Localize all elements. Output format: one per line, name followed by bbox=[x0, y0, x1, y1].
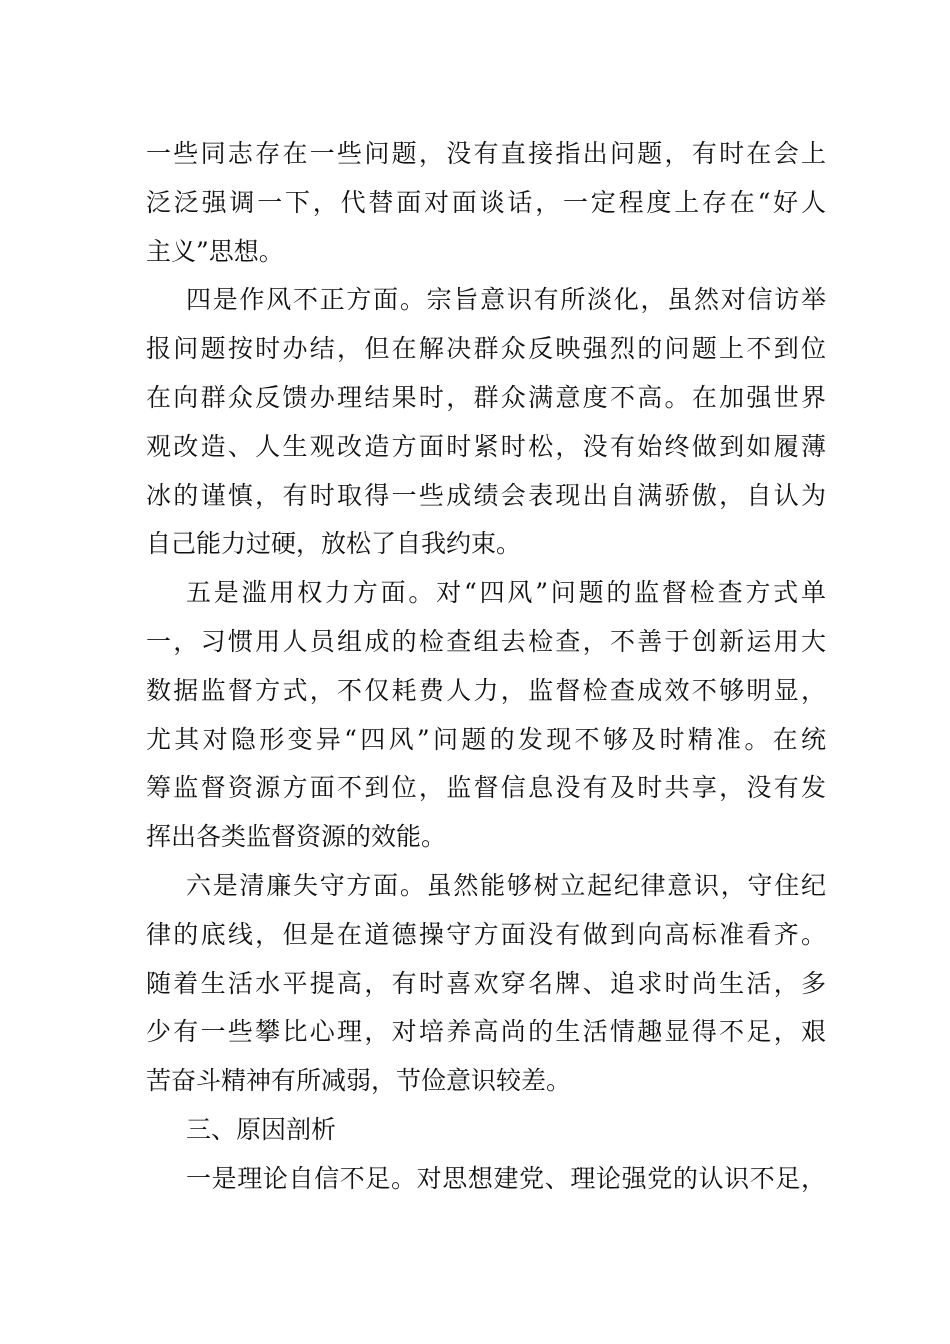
text-line: 自己能力过硬，放松了自我约束。 bbox=[146, 529, 522, 559]
text-line: 报问题按时办结，但在解决群众反映强烈的问题上不到位 bbox=[146, 334, 826, 364]
text-line: 一，习惯用人员组成的检查组去检查，不善于创新运用大 bbox=[146, 626, 826, 656]
text-line: 苦奋斗精神有所减弱，节俭意识较差。 bbox=[146, 1066, 572, 1096]
text-line: 挥出各类监督资源的效能。 bbox=[146, 822, 447, 852]
text-line: 观改造、人生观改造方面时紧时松，没有始终做到如履薄 bbox=[146, 431, 826, 461]
paragraph-start-line: 六是清廉失守方面。虽然能够树立起纪律意识，守住纪 bbox=[186, 870, 826, 900]
paragraph-start-line: 五是滥用权力方面。对“四风”问题的监督检查方式单 bbox=[186, 578, 826, 608]
text-line: 律的底线，但是在道德操守方面没有做到向高标准看齐。 bbox=[146, 919, 826, 949]
text-line: 随着生活水平提高，有时喜欢穿名牌、追求时尚生活，多 bbox=[146, 968, 826, 998]
text-line: 泛泛强调一下，代替面对面谈话，一定程度上存在“好人 bbox=[146, 187, 826, 217]
document-body bbox=[146, 130, 826, 1204]
text-line: 冰的谨慎，有时取得一些成绩会表现出自满骄傲，自认为 bbox=[146, 480, 826, 510]
text-line: 尤其对隐形变异“四风”问题的发现不够及时精准。在统 bbox=[146, 724, 826, 754]
text-line: 在向群众反馈办理结果时，群众满意度不高。在加强世界 bbox=[146, 382, 826, 412]
paragraph-start-line: 一是理论自信不足。对思想建党、理论强党的认识不足， bbox=[186, 1163, 826, 1193]
text-line: 主义”思想。 bbox=[146, 236, 284, 266]
text-line: 一些同志存在一些问题，没有直接指出问题，有时在会上 bbox=[146, 139, 826, 168]
text-line: 筹监督资源方面不到位，监督信息没有及时共享，没有发 bbox=[146, 773, 826, 803]
text-line: 数据监督方式，不仅耗费人力，监督检查成效不够明显， bbox=[146, 675, 826, 705]
section-heading: 三、原因剖析 bbox=[186, 1114, 337, 1144]
paragraph-start-line: 四是作风不正方面。宗旨意识有所淡化，虽然对信访举 bbox=[186, 285, 826, 315]
text-line: 少有一些攀比心理，对培养高尚的生活情趣显得不足，艰 bbox=[146, 1017, 826, 1047]
